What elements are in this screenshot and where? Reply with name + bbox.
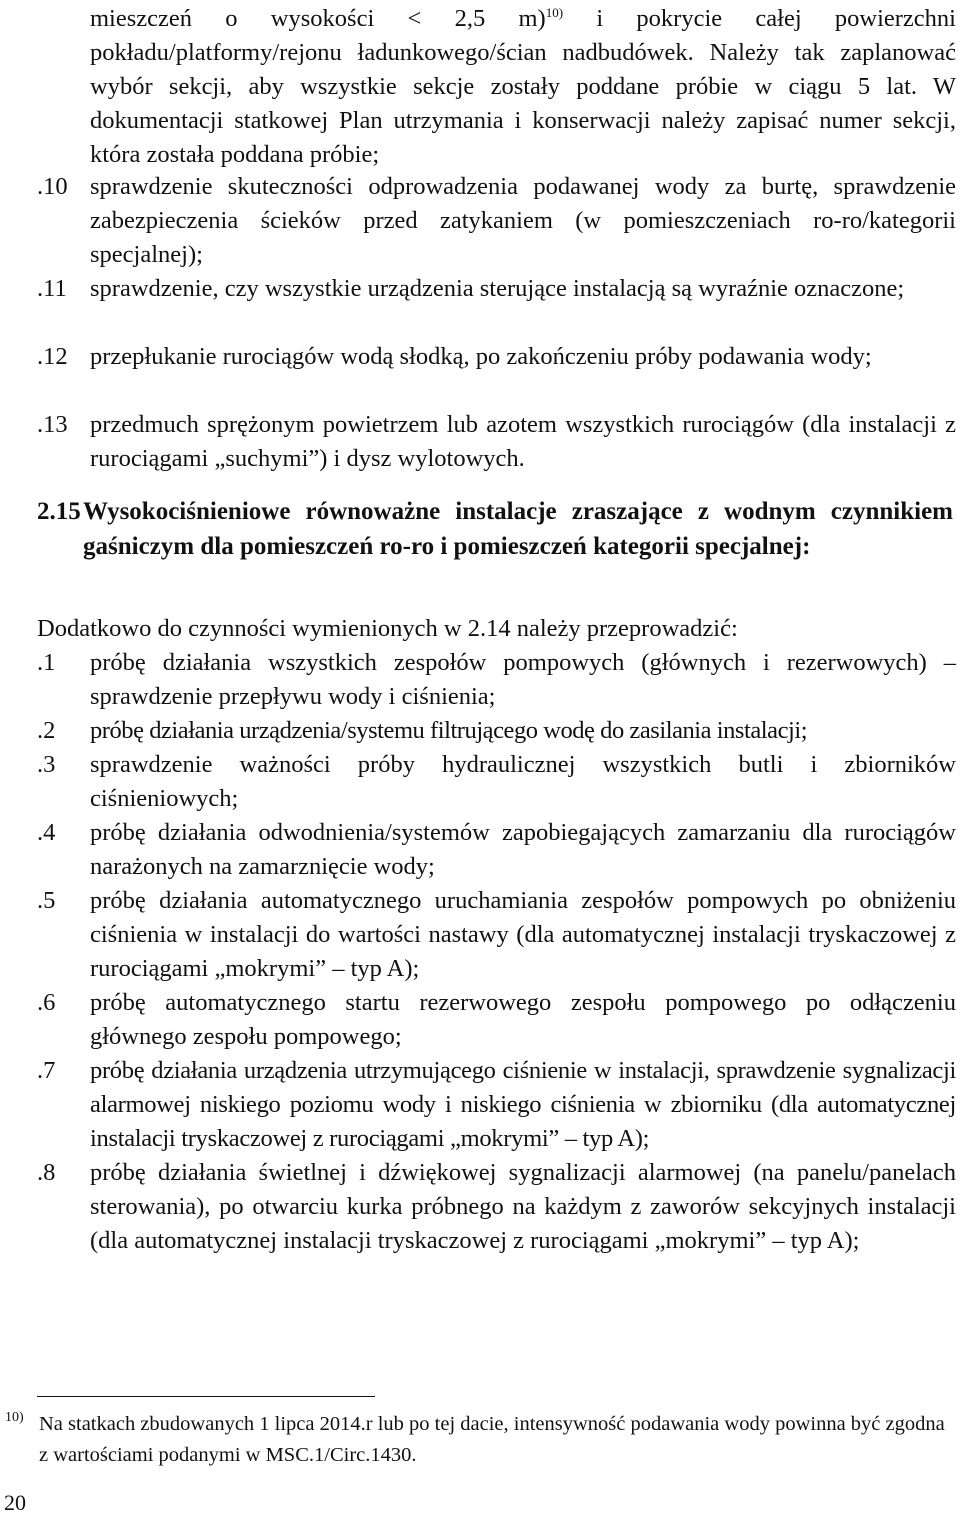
item-text: próbę działania wszystkich zespołów pompowych (głównych i rezerwowych) – sprawdzenie przepływu wody i ciśnienia; xyxy=(90,649,956,710)
section-title: Wysokociśnieniowe równoważne instalacje zraszające z wodnym czynnikiem gaśniczym dla pomieszczeń ro-ro i pomieszczeń kategorii specjalnej: xyxy=(83,498,953,560)
section-intro: Dodatkowo do czynności wymienionych w 2.14 należy przeprowadzić: xyxy=(37,615,738,642)
item-number: .3 xyxy=(37,751,56,778)
item-text: próbę działania urządzenia utrzymującego ciśnienie w instalacji, sprawdzenie sygnalizacji alarmowej niskiego poziomu wody i niskiego ciśnienia w zbiorniku (dla automatycznej instalacji tryskaczowej z rurociągami „mokrymi” – typ A); xyxy=(90,1057,956,1152)
item-number: .10 xyxy=(37,173,68,200)
footnote-separator xyxy=(37,1396,375,1397)
item-number: .1 xyxy=(37,649,56,676)
footnote-mark: 10) xyxy=(5,1410,24,1425)
item-text: przedmuch sprężonym powietrzem lub azotem wszystkich rurociągów (dla instalacji z rurociągami „suchymi”) i dysz wylotowych. xyxy=(90,411,956,472)
item-number: .6 xyxy=(37,989,56,1016)
item-text: sprawdzenie skuteczności odprowadzenia podawanej wody za burtę, sprawdzenie zabezpieczenia ścieków przed zatykaniem (w pomieszczeniach ro-ro/kategorii specjalnej); xyxy=(90,173,956,268)
item-number: .11 xyxy=(37,275,67,302)
item-text: próbę działania świetlnej i dźwiękowej sygnalizacji alarmowej (na panelu/panelach sterowania), po otwarciu kurka próbnego na każdym z zaworów sekcyjnych instalacji (dla automatycznej instalacji tryskaczowej z rurociągami „mokrymi” – typ A); xyxy=(90,1159,956,1254)
page-number: 20 xyxy=(4,1490,26,1515)
continuation-text-rest: i pokrycie całej powierzchni pokładu/platformy/rejonu ładunkowego/ścian nadbudówek. Należy tak zaplanować wybór sekcji, aby wszystkie sekcje zostały poddane próbie w ciągu 5 lat. W dokumentacji statkowej Plan utrzymania i konserwacji należy zapisać numer sekcji, która została poddana próbie; xyxy=(90,5,956,168)
item-text: próbę działania urządzenia/systemu filtrującego wodę do zasilania instalacji; xyxy=(90,717,808,744)
item-number: .12 xyxy=(37,343,68,370)
item-text: próbę działania automatycznego uruchamiania zespołów pompowych po obniżeniu ciśnienia w instalacji do wartości nastawy (dla automatycznej instalacji tryskaczowej z rurociągami „mokrymi” – typ A); xyxy=(90,887,956,982)
continuation-paragraph xyxy=(90,2,956,172)
item-number: .4 xyxy=(37,819,56,846)
footnote-text: Na statkach zbudowanych 1 lipca 2014.r lub po tej dacie, intensywność podawania wody powinna być zgodna z wartościami podanymi w MSC.1/Circ.1430. xyxy=(39,1413,945,1466)
item-text: próbę działania odwodnienia/systemów zapobiegających zamarzaniu dla rurociągów narażonych na zamarznięcie wody; xyxy=(90,819,956,880)
item-number: .5 xyxy=(37,887,56,914)
item-number: .13 xyxy=(37,411,68,438)
item-text: przepłukanie rurociągów wodą słodką, po zakończeniu próby podawania wody; xyxy=(90,343,872,370)
item-text: próbę automatycznego startu rezerwowego zespołu pompowego po odłączeniu głównego zespołu pompowego; xyxy=(90,989,956,1050)
continuation-text-start: mieszczeń o wysokości < 2,5 m) xyxy=(90,5,546,32)
item-number: .7 xyxy=(37,1057,56,1084)
section-number: 2.15 xyxy=(37,498,81,525)
item-number: .2 xyxy=(37,717,56,744)
footnote-reference[interactable]: 10) xyxy=(545,4,564,20)
item-text: sprawdzenie, czy wszystkie urządzenia sterujące instalacją są wyraźnie oznaczone; xyxy=(90,275,905,302)
item-text: sprawdzenie ważności próby hydraulicznej wszystkich butli i zbiorników ciśnieniowych; xyxy=(90,751,956,812)
item-number: .8 xyxy=(37,1159,56,1186)
